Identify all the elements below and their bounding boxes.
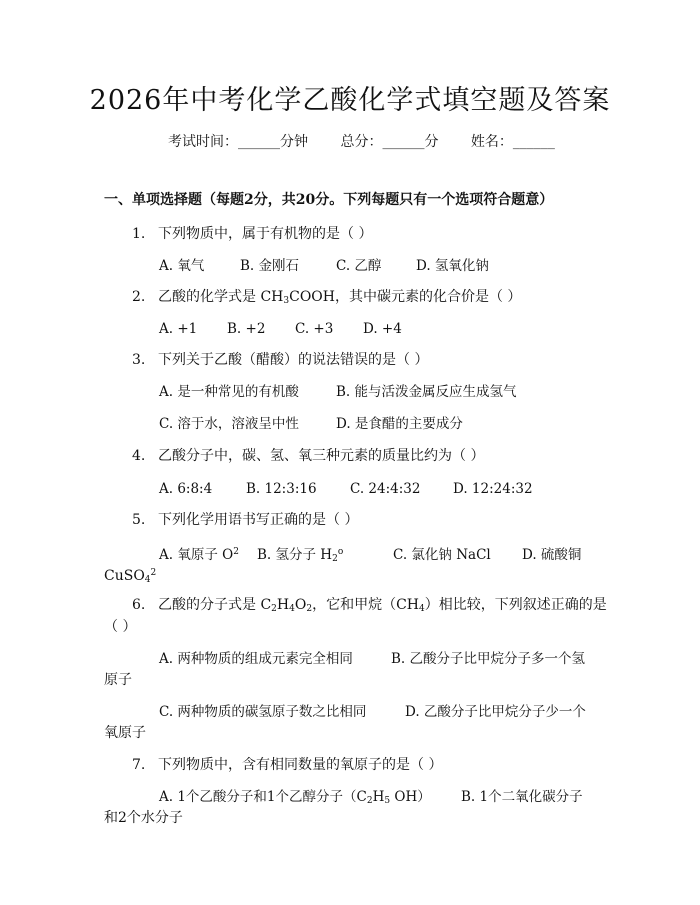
subscript: 2 — [306, 604, 313, 614]
question-number: 6. — [132, 597, 146, 613]
subscript: 2 — [332, 554, 338, 564]
option-d: D. 是食醋的主要成分 — [336, 416, 463, 432]
option-a: A. 两种物质的组成元素完全相同 — [159, 651, 353, 667]
question-text: 下列化学用语书写正确的是（ ） — [158, 512, 359, 528]
option-b: B. 乙酸分子比甲烷分子多一个氢 — [391, 651, 586, 667]
option-c: C. 乙醇 — [336, 258, 382, 274]
question-number: 5. — [132, 512, 146, 528]
option-a: A. 6:8:4 — [159, 481, 213, 497]
formula-text: CuSO — [104, 568, 145, 584]
superscript: 2 — [150, 568, 157, 578]
page-title: 2026年中考化学乙酸化学式填空题及答案 — [89, 85, 611, 116]
subscript: 4 — [289, 604, 295, 614]
option-d: D. 12:24:32 — [453, 481, 533, 497]
question-5-options — [159, 542, 581, 569]
question-text-part: ）相比较，下列叙述正确的是 — [424, 597, 607, 613]
question-number: 1. — [132, 226, 146, 242]
question-6 — [132, 595, 607, 619]
question-text: 下列关于乙酸（醋酸）的说法错误的是（ ） — [158, 352, 429, 368]
option-b: B. 12:3:16 — [246, 481, 317, 497]
option-a-text: A. 1个乙酸分子和1个乙醇分子（C — [159, 789, 367, 805]
question-3-options-row1 — [159, 382, 517, 402]
exam-info — [168, 132, 583, 152]
option-a: A. 是一种常见的有机酸 — [159, 384, 299, 400]
option-d: D. 氢氧化钠 — [416, 258, 489, 274]
question-text-part: ，它和甲烷（CH — [312, 597, 419, 613]
superscript: o — [337, 547, 344, 557]
subscript: 4 — [419, 604, 425, 614]
option-c: C. 两种物质的碳氢原子数之比相同 — [159, 704, 367, 720]
question-text-part: O — [294, 597, 307, 613]
question-7-option-b-continued: 和2个水分子 — [104, 810, 183, 826]
question-6-options-row1 — [159, 649, 585, 669]
question-number: 4. — [132, 448, 146, 464]
option-c: C. 溶于水，溶液呈中性 — [159, 416, 299, 432]
question-7 — [132, 755, 442, 775]
option-d: D. 硫酸铜 — [522, 547, 582, 563]
option-b: B. 金刚石 — [240, 258, 300, 274]
option-a-text: OH） — [390, 789, 431, 805]
subscript: 3 — [283, 296, 290, 306]
option-c: C. +3 — [295, 321, 334, 337]
exam-time: 考试时间：______分钟 — [168, 134, 308, 150]
question-text-part: 乙酸的化学式是 CH — [158, 289, 284, 305]
question-number: 7. — [132, 757, 146, 773]
question-3-options-row2 — [159, 414, 463, 434]
exam-score: 总分：______分 — [340, 134, 439, 150]
option-b: B. 1个二氧化碳分子 — [461, 789, 583, 805]
question-5 — [132, 510, 358, 530]
option-a: A. 氧气 — [159, 258, 205, 274]
question-7-options — [159, 787, 583, 811]
question-text-part: COOH，其中碳元素的化合价是（ ） — [289, 289, 522, 305]
option-d: D. +4 — [363, 321, 402, 337]
question-4-options — [159, 479, 533, 499]
question-4 — [132, 446, 484, 466]
subscript: 2 — [271, 604, 277, 614]
option-a-text: A. 氧原子 O — [159, 547, 234, 563]
subscript: 2 — [366, 796, 373, 806]
question-5-option-d-continued — [104, 563, 156, 590]
question-text-part: H — [276, 597, 290, 613]
question-2 — [132, 287, 521, 311]
option-a — [159, 542, 257, 565]
question-6-options-row2 — [159, 702, 586, 722]
question-number: 2. — [132, 289, 146, 305]
question-6-continued: （ ） — [104, 619, 137, 635]
option-a — [159, 787, 461, 811]
student-name: 姓名：______ — [470, 134, 555, 150]
question-text: 下列物质中，含有相同数量的氧原子的是（ ） — [158, 757, 443, 773]
subscript: 5 — [384, 796, 391, 806]
option-b: B. 能与活泼金属反应生成氢气 — [336, 384, 517, 400]
option-b-text: B. 氢分子 H — [257, 547, 333, 563]
question-1 — [132, 224, 372, 244]
question-number: 3. — [132, 352, 146, 368]
subscript: 4 — [144, 575, 151, 585]
question-text: 下列物质中，属于有机物的是（ ） — [158, 226, 373, 242]
option-b — [257, 542, 393, 569]
option-b: B. +2 — [227, 321, 266, 337]
question-text-part: 乙酸的分子式是 C — [158, 597, 272, 613]
question-text: 乙酸分子中，碳、氢、氧三种元素的质量比约为（ ） — [158, 448, 485, 464]
question-1-options — [159, 256, 489, 276]
option-a: A. +1 — [159, 321, 198, 337]
question-3 — [132, 350, 428, 370]
option-c: C. 氯化钠 NaCl — [393, 547, 491, 563]
option-c: C. 24:4:32 — [350, 481, 421, 497]
option-d: D. 乙酸分子比甲烷分子少一个 — [405, 704, 586, 720]
section-heading: 一、单项选择题（每题2分，共20分。下列每题只有一个选项符合题意） — [104, 192, 554, 208]
question-6-option-b-continued: 原子 — [104, 672, 132, 688]
superscript: 2 — [233, 547, 239, 557]
question-6-option-d-continued: 氧原子 — [104, 725, 146, 741]
option-a-text: H — [372, 789, 385, 805]
question-2-options — [159, 319, 402, 339]
